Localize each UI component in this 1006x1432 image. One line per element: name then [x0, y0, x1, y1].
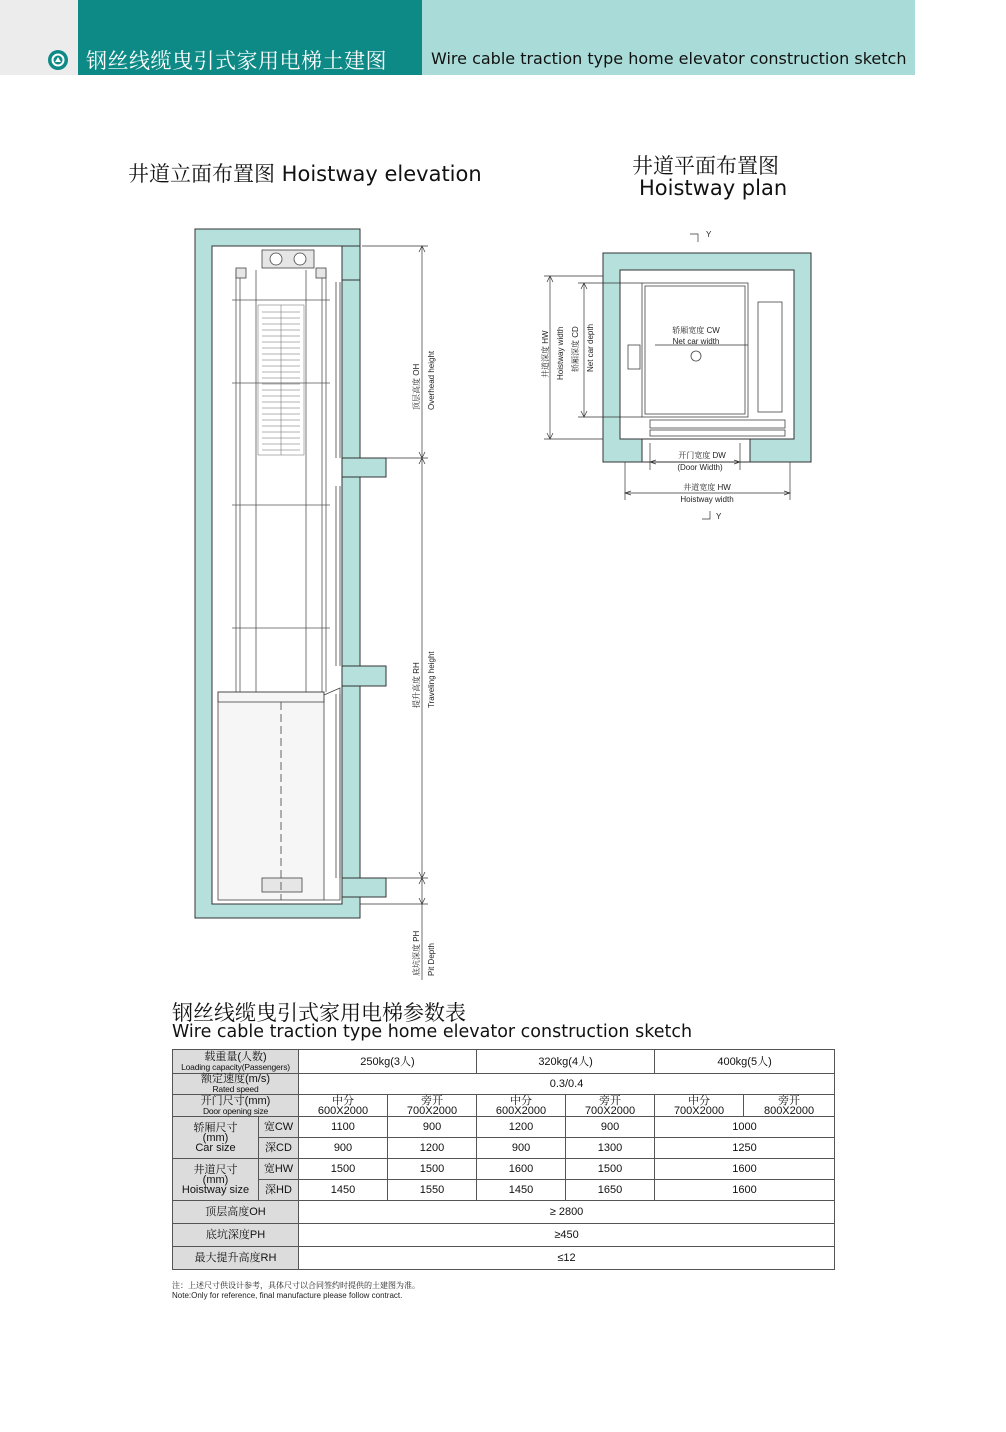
rh-cell: ≤12 [299, 1247, 835, 1270]
door-cell: 中分 600X2000 [477, 1095, 566, 1117]
ph-cell: ≥450 [299, 1224, 835, 1247]
params-table [172, 1049, 835, 1270]
hoistway-size-header: 井道尺寸 (mm) Hoistway size [173, 1159, 259, 1201]
load-header: 载重量(人数) Loading capacity(Passengers) [173, 1050, 299, 1074]
header-bullet-icon [48, 50, 68, 70]
hd-cell: 1450 [477, 1180, 566, 1201]
plan-title-cn: 井道平面布置图 [632, 154, 779, 178]
oh-cell: ≥ 2800 [299, 1201, 835, 1224]
cw-cell: 1100 [299, 1117, 388, 1138]
hd-cell: 1600 [655, 1180, 835, 1201]
load-cell: 400kg(5人) [655, 1050, 835, 1074]
header-title-cn: 钢丝线缆曳引式家用电梯土建图 [86, 49, 387, 73]
door-cell: 旁开 700X2000 [566, 1095, 655, 1117]
cd-cell: 1200 [388, 1138, 477, 1159]
speed-header: 额定速度(m/s) Rated speed [173, 1074, 299, 1095]
table-row [173, 1074, 835, 1095]
table-row [173, 1159, 835, 1180]
table-row [173, 1224, 835, 1247]
hd-cell: 1650 [566, 1180, 655, 1201]
cw-cell: 900 [566, 1117, 655, 1138]
cw-cell: 1000 [655, 1117, 835, 1138]
table-row [173, 1117, 835, 1138]
hoistway-elevation-drawing [180, 220, 460, 990]
door-width-label-cn: 开门宽度 DW [678, 451, 726, 460]
plan-axis-y-bottom: Y [716, 512, 722, 521]
hoistway-width-subheader: 宽HW [259, 1159, 299, 1180]
pit-label-en: Pit Depth [427, 943, 436, 976]
params-title-cn: 钢丝线缆曳引式家用电梯参数表 [172, 1001, 466, 1025]
car-width-label-cn: 轿厢宽度 CW [672, 326, 720, 335]
car-width-label-en: Net car width [672, 337, 720, 346]
hoistway-width-label-en: Hoistway width [680, 495, 734, 504]
header-title-en: Wire cable traction type home elevator construction sketch [431, 49, 907, 68]
plan-title-en: Hoistway plan [639, 176, 788, 200]
hw-cell: 1600 [655, 1159, 835, 1180]
hoistway-depth-label-en: Hoistway width [556, 326, 565, 380]
plan-axis-y-top: Y [706, 230, 712, 239]
elevation-title: 井道立面布置图 Hoistway elevation [128, 162, 482, 186]
hoistway-width-label-cn: 井道宽度 HW [683, 483, 731, 492]
table-row [173, 1201, 835, 1224]
hd-cell: 1450 [299, 1180, 388, 1201]
ph-header: 底坑深度PH [173, 1224, 299, 1247]
cd-cell: 900 [299, 1138, 388, 1159]
car-size-header: 轿厢尺寸 (mm) Car size [173, 1117, 259, 1159]
params-title-en: Wire cable traction type home elevator construction sketch [172, 1022, 693, 1042]
hd-cell: 1550 [388, 1180, 477, 1201]
hoistway-plan-drawing [535, 225, 825, 525]
overhead-label-cn: 顶层高度 OH [412, 363, 421, 410]
car-depth-label-cn: 轿厢深度 CD [571, 326, 580, 372]
travel-label-en: Traveling height [427, 651, 436, 708]
door-cell: 旁开 800X2000 [744, 1095, 835, 1117]
hoistway-depth-subheader: 深HD [259, 1180, 299, 1201]
car-depth-subheader: 深CD [259, 1138, 299, 1159]
load-cell: 320kg(4人) [477, 1050, 655, 1074]
speed-cell: 0.3/0.4 [299, 1074, 835, 1095]
door-cell: 中分 600X2000 [299, 1095, 388, 1117]
hw-cell: 1500 [388, 1159, 477, 1180]
door-width-label-en: (Door Width) [677, 463, 723, 472]
table-row [173, 1138, 835, 1159]
oh-header: 顶层高度OH [173, 1201, 299, 1224]
hw-cell: 1500 [566, 1159, 655, 1180]
plan-walls [603, 253, 811, 462]
car-depth-label-en: Net car depth [586, 323, 595, 372]
cd-cell: 900 [477, 1138, 566, 1159]
rh-header: 最大提升高度RH [173, 1247, 299, 1270]
cd-cell: 1300 [566, 1138, 655, 1159]
cd-cell: 1250 [655, 1138, 835, 1159]
table-row [173, 1180, 835, 1201]
door-cell: 中分 700X2000 [655, 1095, 744, 1117]
travel-label-cn: 提升高度 RH [412, 662, 421, 708]
footnote-cn: 注：上述尺寸供设计参考，具体尺寸以合同签约时提供的土建图为准。 [172, 1281, 420, 1290]
pit-label-cn: 底坑深度 PH [412, 930, 421, 976]
cw-cell: 900 [388, 1117, 477, 1138]
table-row [173, 1095, 835, 1117]
footnote [172, 1281, 420, 1301]
table-row [173, 1050, 835, 1074]
car [218, 688, 340, 900]
car-width-subheader: 宽CW [259, 1117, 299, 1138]
overhead-label-en: Overhead height [427, 350, 436, 410]
hoistway-depth-label-cn: 井道深度 HW [541, 330, 550, 378]
hw-cell: 1500 [299, 1159, 388, 1180]
door-header: 开门尺寸(mm) Door opening size [173, 1095, 299, 1117]
load-cell: 250kg(3人) [299, 1050, 477, 1074]
footnote-en: Note:Only for reference, final manufacture please follow contract. [172, 1291, 403, 1300]
door-cell: 旁开 700X2000 [388, 1095, 477, 1117]
dimension-lines [360, 246, 428, 980]
cw-cell: 1200 [477, 1117, 566, 1138]
table-row [173, 1247, 835, 1270]
hw-cell: 1600 [477, 1159, 566, 1180]
